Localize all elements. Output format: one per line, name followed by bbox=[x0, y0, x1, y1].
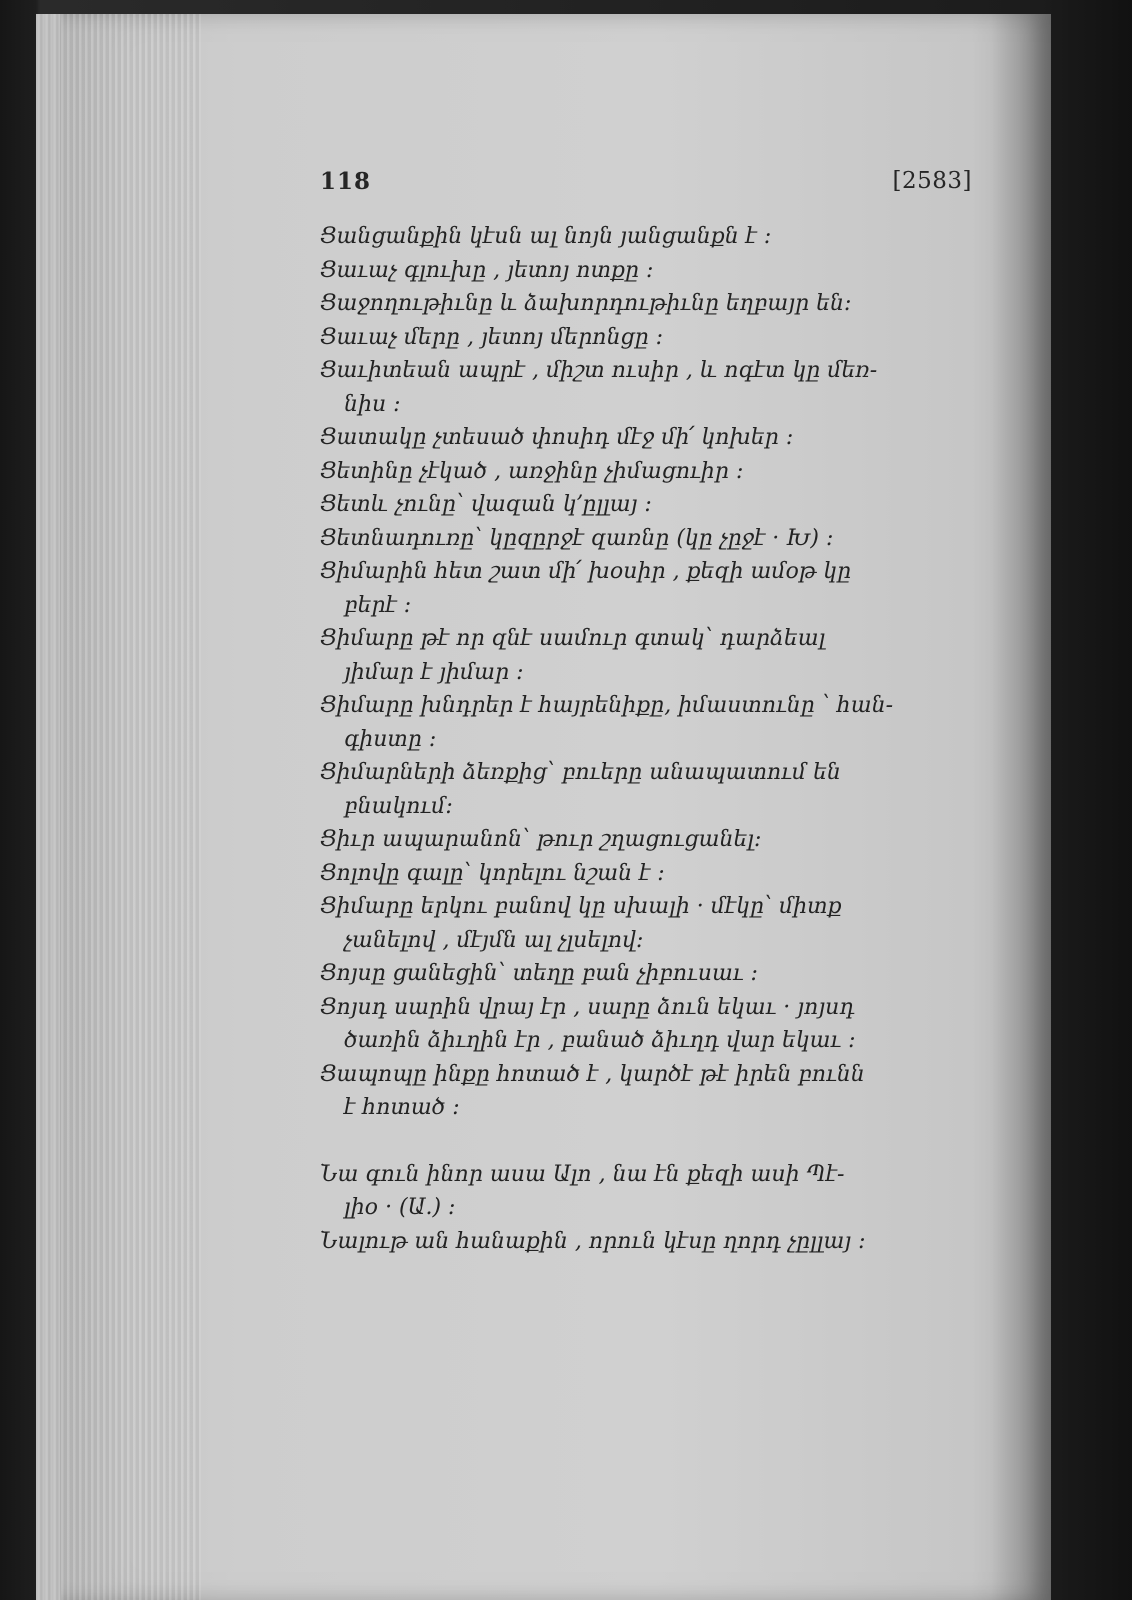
proverb-entry bbox=[320, 354, 980, 421]
proverb-line: Ցիմարին հետ շատ մի՛ խօսիր , քեզի ամօթ կը bbox=[320, 559, 852, 584]
proverb-continuation-line: գիստը ։ bbox=[344, 726, 437, 752]
proverb-line: Ցաւիտեան ապրէ , միշտ ուսիր , և ոգէտ կը մեռ- bbox=[320, 358, 878, 383]
page-stack-shading bbox=[61, 14, 201, 1600]
proverb-entry bbox=[320, 220, 980, 254]
proverb-line: Ցանցանքին կէսն ալ նոյն յանցանքն է ։ bbox=[320, 224, 772, 249]
proverb-line: Ցիւր ապարանոն՝ թուր շղացուցանել։ bbox=[320, 827, 762, 852]
proverb-entry bbox=[320, 555, 980, 622]
proverb-line: Ցոյսդ սարին վրայ էր , սարը ձուն եկաւ · յոյսդ bbox=[320, 994, 855, 1020]
proverb-line: Ցիմարը երկու բանով կը սխալի · մէկը՝ միտք bbox=[320, 894, 842, 919]
proverb-entry bbox=[320, 455, 980, 489]
proverb-line: Ցոլովը գալը՝ կորելու նշան է ։ bbox=[320, 860, 665, 886]
proverb-line: Ցատակը չտեսած փոսիդ մէջ մի՛ կոխեր ։ bbox=[320, 425, 794, 450]
proverb-entry bbox=[320, 622, 980, 689]
proverb-line: Նա գուն ինոր ասա Ալո , նա էն քեզի ասի Պէ- bbox=[320, 1161, 845, 1187]
proverb-line: Ցետնադուռը՝ կըզըրջէ զառնը (կը չըջէ · Խ) ։ bbox=[320, 525, 834, 551]
proverb-line: Ցիմարը խնդրեր է հայրենիքը, իմաստունը ՝ հան- bbox=[320, 693, 894, 718]
proverb-entry bbox=[320, 823, 980, 857]
proverb-line: Ցոյսը ցանեցին՝ տեղը բան չիբուսաւ ։ bbox=[320, 961, 758, 986]
proverb-continuation-line: բերէ ։ bbox=[344, 592, 412, 618]
proverb-entry bbox=[320, 522, 980, 556]
proverb-continuation-line: լիօ · (Ա.) ։ bbox=[344, 1195, 456, 1220]
proverb-entry bbox=[320, 991, 980, 1058]
proverb-line: Ցիմարը թէ որ զնէ սամուր գտակ՝ դարձեալ bbox=[320, 626, 826, 651]
sheet-number: [2583] bbox=[892, 168, 972, 194]
proverb-line: Ցիմարների ձեռքից՝ բուերը անապատում են bbox=[320, 760, 841, 785]
proverb-entry bbox=[320, 321, 980, 355]
proverb-entry bbox=[320, 857, 980, 891]
proverb-entry bbox=[320, 1158, 980, 1225]
proverb-entry bbox=[320, 1225, 980, 1259]
page-number: 118 bbox=[320, 168, 372, 195]
page-header bbox=[320, 168, 972, 208]
proverb-entry bbox=[320, 254, 980, 288]
proverb-entry bbox=[320, 488, 980, 522]
proverb-list bbox=[320, 220, 980, 1258]
proverb-continuation-line: է հոտած ։ bbox=[344, 1095, 460, 1120]
proverb-line: Ցետև չունը՝ վազան կ՚ըլլայ ։ bbox=[320, 492, 652, 517]
proverb-entry bbox=[320, 287, 980, 321]
proverb-continuation-line: չանելով , մէյմն ալ չլսելով։ bbox=[344, 927, 644, 953]
proverb-entry bbox=[320, 890, 980, 957]
proverb-continuation-line: յիմար է յիմար ։ bbox=[344, 659, 524, 685]
proverb-entry bbox=[320, 756, 980, 823]
proverb-line: Նալութ ան հանաքին , որուն կէսը ղորդ չըլլայ ։ bbox=[320, 1228, 866, 1254]
proverb-line: Ցաւաչ գլուխը , յետոյ ոտքը ։ bbox=[320, 257, 654, 283]
proverb-continuation-line: նիս ։ bbox=[344, 391, 401, 417]
proverb-line: Ցաւաչ մերը , յետոյ մերոնցը ։ bbox=[320, 324, 664, 350]
proverb-continuation-line: բնակում։ bbox=[344, 793, 453, 819]
proverb-continuation-line: ծառին ձիւղին էր , բանած ձիւղդ վար եկաւ ։ bbox=[344, 1028, 856, 1053]
proverb-entry bbox=[320, 689, 980, 756]
gutter-shadow bbox=[991, 14, 1051, 1600]
proverb-line: Ցապոպը ինքը հոտած է , կարծէ թէ իրեն բունն bbox=[320, 1061, 865, 1087]
proverb-line: Ցետինը չէկած , առջինը չիմացուիր ։ bbox=[320, 458, 744, 484]
proverb-entry bbox=[320, 421, 980, 455]
proverb-line: Ցաջողութիւնը և ձախորդութիւնը եղբայր են։ bbox=[320, 291, 852, 316]
proverb-entry bbox=[320, 957, 980, 991]
proverb-entry bbox=[320, 1058, 980, 1125]
